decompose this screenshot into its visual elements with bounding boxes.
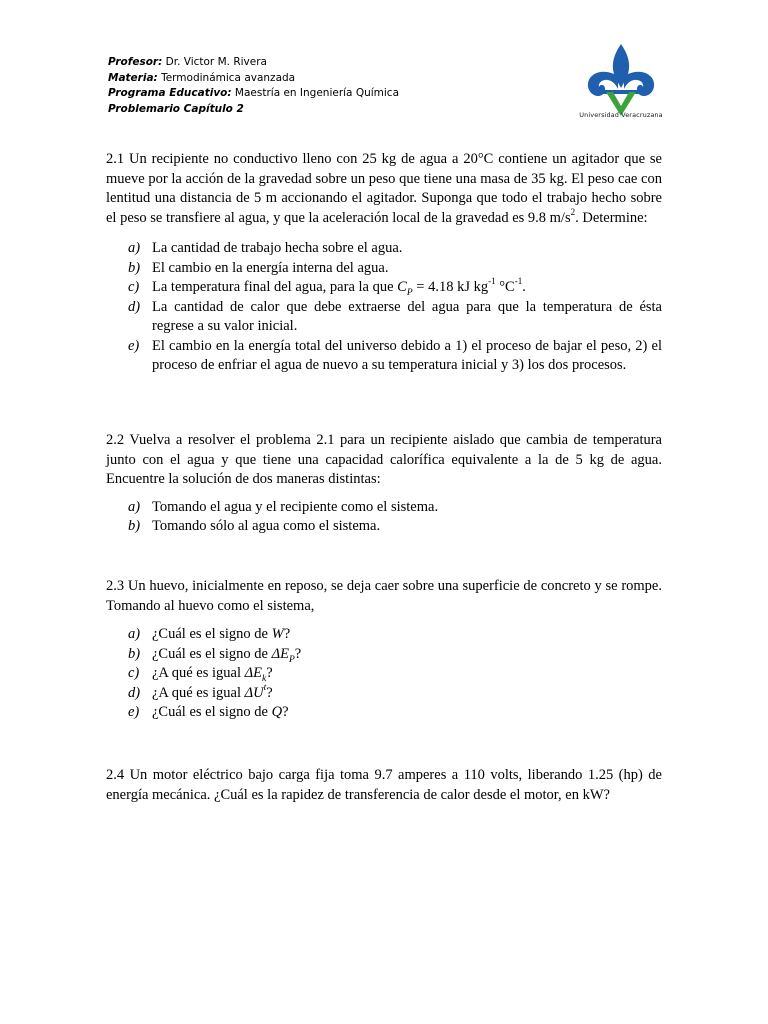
variable: ΔU bbox=[244, 684, 264, 701]
materia-line bbox=[108, 71, 399, 87]
item-text: ? bbox=[266, 665, 273, 681]
exponent: 2 bbox=[570, 206, 576, 217]
list-item bbox=[106, 337, 662, 376]
item-text: ¿A qué es igual bbox=[152, 684, 245, 701]
item-marker: a) bbox=[128, 626, 141, 642]
item-text: ? bbox=[294, 645, 302, 662]
item-marker: e) bbox=[128, 337, 140, 354]
item-text: La cantidad de trabajo hecha sobre el agua. bbox=[152, 240, 403, 256]
profesor-label: Profesor: bbox=[108, 56, 163, 68]
list-item bbox=[106, 703, 662, 723]
problem-2-4 bbox=[106, 766, 662, 805]
materia-value: Termodinámica avanzada bbox=[157, 71, 296, 84]
problem-2-3-list bbox=[106, 625, 662, 723]
item-marker: a) bbox=[128, 498, 141, 515]
problem-2-2 bbox=[106, 431, 662, 537]
problem-2-2-statement: 2.2 Vuelva a resolver el problema 2.1 para un recipiente aislado que cambia de temperatura junto con el agua y que tiene una capacidad calorífica equivalente a la de 5 kg de agua. Encuentre la solución de dos maneras distintas: bbox=[106, 432, 662, 487]
item-text: El cambio en la energía interna del agua. bbox=[152, 259, 389, 276]
item-text: Tomando el agua y el recipiente como el sistema. bbox=[152, 498, 439, 515]
list-item bbox=[106, 684, 662, 704]
variable: W bbox=[271, 626, 284, 642]
exponent: -1 bbox=[514, 276, 523, 287]
profesor-value: Dr. Victor M. Rivera bbox=[162, 56, 267, 68]
item-text: ? bbox=[266, 684, 273, 701]
list-item bbox=[106, 278, 662, 298]
subscript: k bbox=[262, 673, 267, 684]
item-text: Tomando sólo al agua como el sistema. bbox=[152, 518, 381, 534]
problem-2-2-list bbox=[106, 498, 662, 537]
list-item bbox=[106, 498, 662, 518]
item-marker: b) bbox=[128, 259, 141, 276]
programa-label: Programa Educativo: bbox=[108, 87, 232, 99]
item-text: La cantidad de calor que debe extraerse del agua para que la temperatura de ésta regrese a su valor inicial. bbox=[152, 298, 662, 334]
materia-label: Materia: bbox=[108, 71, 158, 84]
problem-2-1 bbox=[106, 150, 662, 376]
list-item bbox=[106, 664, 662, 684]
problem-2-1-text-end: . Determine: bbox=[575, 209, 648, 226]
list-item bbox=[106, 239, 662, 259]
list-item bbox=[106, 517, 662, 537]
problem-2-3-statement: 2.3 Un huevo, inicialmente en reposo, se deja caer sobre una superficie de concreto y se rompe. Tomando al huevo como el sistema, bbox=[106, 578, 662, 614]
programa-value: Maestría en Ingeniería Química bbox=[231, 87, 400, 99]
item-marker: d) bbox=[128, 684, 141, 701]
problem-2-4-statement: 2.4 Un motor eléctrico bajo carga fija toma 9.7 amperes a 110 volts, liberando 1.25 (hp) de energía mecánica. ¿Cuál es la rapidez de transferencia de calor desde el motor, en kW? bbox=[106, 767, 662, 803]
item-text: ¿Cuál es el signo de bbox=[152, 645, 272, 662]
item-text: La temperatura final del agua, para la que bbox=[152, 279, 398, 295]
superscript: t bbox=[263, 682, 267, 693]
item-text: El cambio en la energía total del universo debido a 1) el proceso de bajar el peso, 2) el proceso de enfriar el agua de nuevo a su temperatura inicial y 3) los dos procesos. bbox=[152, 337, 662, 373]
item-text: ¿A qué es igual bbox=[152, 665, 245, 681]
item-marker: b) bbox=[128, 518, 141, 534]
subscript: P bbox=[288, 654, 295, 665]
item-marker: d) bbox=[128, 298, 141, 315]
item-text: = 4.18 kJ kg bbox=[412, 279, 489, 295]
variable: ΔE bbox=[244, 665, 262, 681]
programa-line bbox=[108, 86, 399, 102]
item-marker: b) bbox=[128, 645, 141, 662]
variable: ΔE bbox=[271, 645, 289, 662]
list-item bbox=[106, 625, 662, 645]
problem-2-1-statement bbox=[106, 150, 662, 228]
subscript: P bbox=[406, 287, 413, 298]
problemario-line bbox=[108, 102, 399, 118]
list-item bbox=[106, 259, 662, 279]
document-header bbox=[108, 55, 399, 117]
item-marker: e) bbox=[128, 704, 140, 720]
problem-2-3 bbox=[106, 577, 662, 723]
item-text: ? bbox=[282, 704, 289, 720]
profesor-line bbox=[108, 55, 399, 71]
variable: C bbox=[397, 279, 407, 295]
exponent: -1 bbox=[488, 276, 496, 287]
list-item bbox=[106, 298, 662, 337]
item-text: °C bbox=[495, 279, 515, 295]
item-marker: c) bbox=[128, 279, 140, 295]
variable: Q bbox=[271, 704, 283, 720]
university-name: Universidad Veracruzana bbox=[579, 111, 663, 119]
item-text: ¿Cuál es el signo de bbox=[152, 704, 272, 720]
list-item bbox=[106, 645, 662, 665]
problem-2-1-list bbox=[106, 239, 662, 376]
item-text: ¿Cuál es el signo de bbox=[152, 626, 272, 642]
item-marker: c) bbox=[128, 665, 140, 681]
problem-2-1-text: 2.1 Un recipiente no conductivo lleno con 25 kg de agua a 20°C contiene un agitador que se mueve por la acción de la gravedad sobre un peso que tiene una masa de 35 kg. El peso cae con lentitud una distancia de 5 m accionando el agitador. Suponga que todo el trabajo hecho sobre el peso se transfiere al agua, y que la aceleración local de la gravedad es 9.8 m/s bbox=[106, 151, 662, 226]
item-text: . bbox=[522, 279, 526, 295]
problemario-title: Problemario Capítulo 2 bbox=[108, 102, 244, 115]
item-text: ? bbox=[283, 626, 291, 642]
item-marker: a) bbox=[128, 240, 141, 256]
